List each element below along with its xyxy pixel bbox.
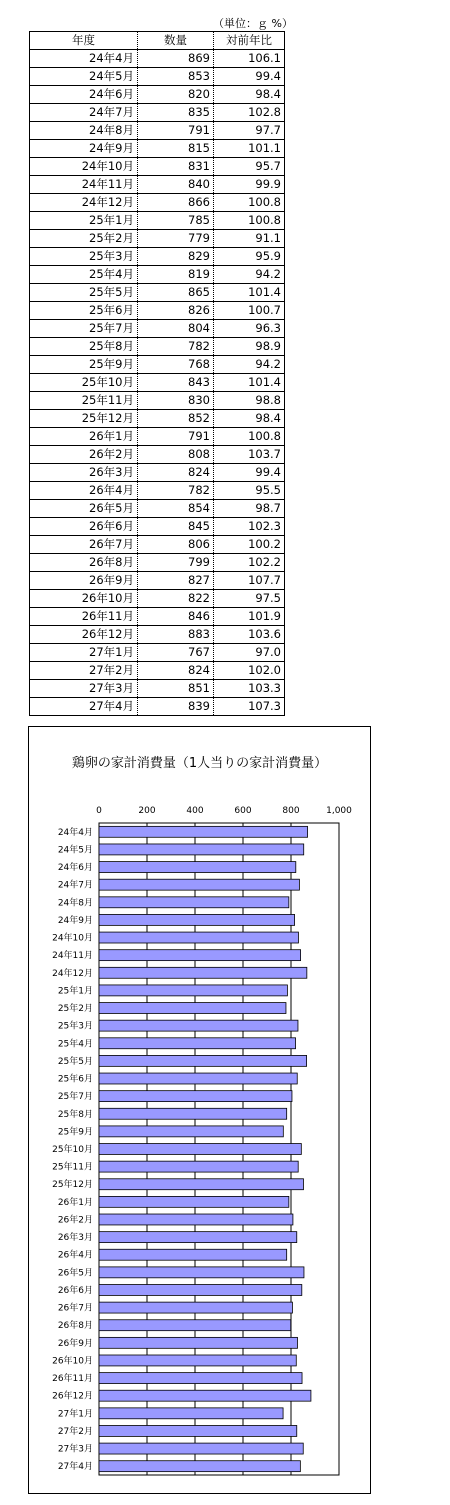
y-tick-label: 25年3月 bbox=[57, 1021, 93, 1032]
y-tick-label: 26年3月 bbox=[57, 1233, 93, 1244]
cell-yoy: 98.9 bbox=[214, 338, 285, 356]
y-tick-label: 27年3月 bbox=[57, 1444, 93, 1455]
cell-quantity: 840 bbox=[138, 176, 214, 194]
y-tick-label: 26年1月 bbox=[57, 1197, 93, 1208]
cell-yoy: 95.9 bbox=[214, 248, 285, 266]
cell-month: 24年10月 bbox=[30, 158, 138, 176]
table-row bbox=[30, 50, 285, 68]
cell-month: 26年5月 bbox=[30, 500, 138, 518]
cell-month: 25年12月 bbox=[30, 410, 138, 428]
cell-quantity: 804 bbox=[138, 320, 214, 338]
x-tick-label: 600 bbox=[234, 806, 252, 816]
bar bbox=[99, 1144, 301, 1155]
bar bbox=[99, 950, 301, 961]
table-row bbox=[30, 608, 285, 626]
cell-quantity: 791 bbox=[138, 428, 214, 446]
y-tick-label: 26年6月 bbox=[57, 1285, 93, 1296]
cell-quantity: 827 bbox=[138, 572, 214, 590]
bar bbox=[99, 826, 308, 837]
table-row bbox=[30, 176, 285, 194]
y-tick-label: 25年5月 bbox=[57, 1056, 93, 1067]
y-tick-label: 27年4月 bbox=[57, 1462, 93, 1473]
cell-yoy: 106.1 bbox=[214, 50, 285, 68]
x-tick-label: 800 bbox=[282, 806, 300, 816]
cell-month: 26年7月 bbox=[30, 536, 138, 554]
table-row bbox=[30, 644, 285, 662]
cell-month: 26年11月 bbox=[30, 608, 138, 626]
cell-month: 26年1月 bbox=[30, 428, 138, 446]
table-row bbox=[30, 482, 285, 500]
cell-quantity: 779 bbox=[138, 230, 214, 248]
bar bbox=[99, 967, 307, 978]
cell-month: 25年9月 bbox=[30, 356, 138, 374]
bar-chart bbox=[29, 727, 370, 1493]
cell-month: 27年4月 bbox=[30, 698, 138, 716]
table-row bbox=[30, 554, 285, 572]
bar bbox=[99, 1003, 286, 1014]
cell-yoy: 96.3 bbox=[214, 320, 285, 338]
cell-quantity: 782 bbox=[138, 338, 214, 356]
cell-yoy: 100.8 bbox=[214, 194, 285, 212]
table-row bbox=[30, 536, 285, 554]
cell-yoy: 102.2 bbox=[214, 554, 285, 572]
cell-quantity: 768 bbox=[138, 356, 214, 374]
cell-quantity: 865 bbox=[138, 284, 214, 302]
table-row bbox=[30, 320, 285, 338]
cell-yoy: 101.9 bbox=[214, 608, 285, 626]
table-row bbox=[30, 338, 285, 356]
bar bbox=[99, 1461, 300, 1472]
table-row bbox=[30, 464, 285, 482]
cell-yoy: 102.3 bbox=[214, 518, 285, 536]
cell-yoy: 97.7 bbox=[214, 122, 285, 140]
cell-month: 25年2月 bbox=[30, 230, 138, 248]
cell-quantity: 843 bbox=[138, 374, 214, 392]
y-tick-label: 26年8月 bbox=[57, 1321, 93, 1332]
cell-month: 26年3月 bbox=[30, 464, 138, 482]
cell-yoy: 99.4 bbox=[214, 464, 285, 482]
cell-yoy: 98.8 bbox=[214, 392, 285, 410]
cell-month: 24年11月 bbox=[30, 176, 138, 194]
cell-quantity: 835 bbox=[138, 104, 214, 122]
table-row bbox=[30, 410, 285, 428]
bar bbox=[99, 1302, 292, 1313]
bar bbox=[99, 1320, 291, 1331]
table-row bbox=[30, 248, 285, 266]
cell-quantity: 767 bbox=[138, 644, 214, 662]
cell-quantity: 830 bbox=[138, 392, 214, 410]
cell-month: 26年8月 bbox=[30, 554, 138, 572]
bar bbox=[99, 1055, 307, 1066]
header-quantity: 数量 bbox=[138, 32, 214, 50]
cell-quantity: 826 bbox=[138, 302, 214, 320]
cell-yoy: 99.9 bbox=[214, 176, 285, 194]
table-row bbox=[30, 392, 285, 410]
cell-quantity: 815 bbox=[138, 140, 214, 158]
table-row bbox=[30, 428, 285, 446]
table-row bbox=[30, 194, 285, 212]
cell-quantity: 869 bbox=[138, 50, 214, 68]
cell-quantity: 824 bbox=[138, 464, 214, 482]
cell-yoy: 99.4 bbox=[214, 68, 285, 86]
bar bbox=[99, 1425, 297, 1436]
bar bbox=[99, 1408, 283, 1419]
table-row bbox=[30, 518, 285, 536]
cell-quantity: 822 bbox=[138, 590, 214, 608]
bar bbox=[99, 985, 287, 996]
y-tick-label: 24年6月 bbox=[57, 863, 93, 874]
y-tick-label: 26年5月 bbox=[57, 1268, 93, 1279]
table-row bbox=[30, 446, 285, 464]
table-row bbox=[30, 680, 285, 698]
y-tick-label: 25年8月 bbox=[57, 1109, 93, 1120]
y-tick-label: 24年5月 bbox=[57, 845, 93, 856]
cell-month: 24年8月 bbox=[30, 122, 138, 140]
cell-quantity: 829 bbox=[138, 248, 214, 266]
cell-yoy: 101.4 bbox=[214, 374, 285, 392]
cell-month: 26年4月 bbox=[30, 482, 138, 500]
cell-month: 25年11月 bbox=[30, 392, 138, 410]
bar bbox=[99, 1214, 293, 1225]
table-row bbox=[30, 230, 285, 248]
cell-month: 25年5月 bbox=[30, 284, 138, 302]
table-row bbox=[30, 284, 285, 302]
y-tick-label: 24年11月 bbox=[52, 951, 93, 962]
cell-yoy: 94.2 bbox=[214, 266, 285, 284]
table-row bbox=[30, 122, 285, 140]
bar bbox=[99, 1249, 287, 1260]
cell-quantity: 854 bbox=[138, 500, 214, 518]
cell-quantity: 839 bbox=[138, 698, 214, 716]
cell-month: 27年2月 bbox=[30, 662, 138, 680]
cell-yoy: 98.4 bbox=[214, 410, 285, 428]
bar bbox=[99, 1443, 303, 1454]
bar bbox=[99, 1038, 296, 1049]
cell-yoy: 103.6 bbox=[214, 626, 285, 644]
bar bbox=[99, 1267, 304, 1278]
bar bbox=[99, 1285, 302, 1296]
cell-yoy: 98.4 bbox=[214, 86, 285, 104]
y-tick-label: 25年6月 bbox=[57, 1074, 93, 1085]
cell-quantity: 853 bbox=[138, 68, 214, 86]
bar bbox=[99, 1179, 303, 1190]
cell-quantity: 799 bbox=[138, 554, 214, 572]
cell-month: 26年12月 bbox=[30, 626, 138, 644]
bar bbox=[99, 1020, 298, 1031]
table-row bbox=[30, 500, 285, 518]
x-tick-label: 0 bbox=[96, 806, 102, 816]
table-row bbox=[30, 698, 285, 716]
cell-month: 24年6月 bbox=[30, 86, 138, 104]
y-tick-label: 24年8月 bbox=[57, 898, 93, 909]
cell-month: 24年7月 bbox=[30, 104, 138, 122]
bar bbox=[99, 1390, 311, 1401]
cell-yoy: 94.2 bbox=[214, 356, 285, 374]
y-tick-label: 25年10月 bbox=[52, 1145, 93, 1155]
cell-yoy: 100.2 bbox=[214, 536, 285, 554]
table-row bbox=[30, 86, 285, 104]
cell-quantity: 831 bbox=[138, 158, 214, 176]
table-row bbox=[30, 140, 285, 158]
cell-yoy: 107.7 bbox=[214, 572, 285, 590]
chart-area bbox=[28, 726, 371, 1494]
cell-yoy: 97.5 bbox=[214, 590, 285, 608]
y-tick-label: 26年7月 bbox=[57, 1303, 93, 1314]
table-row bbox=[30, 266, 285, 284]
table-row bbox=[30, 104, 285, 122]
cell-month: 25年4月 bbox=[30, 266, 138, 284]
table-body bbox=[30, 50, 285, 716]
cell-yoy: 91.1 bbox=[214, 230, 285, 248]
table-row bbox=[30, 212, 285, 230]
cell-month: 24年5月 bbox=[30, 68, 138, 86]
data-table bbox=[29, 31, 285, 716]
cell-yoy: 100.8 bbox=[214, 428, 285, 446]
y-tick-label: 24年4月 bbox=[57, 827, 93, 838]
y-tick-label: 24年7月 bbox=[57, 880, 93, 891]
cell-quantity: 866 bbox=[138, 194, 214, 212]
header-year: 年度 bbox=[30, 32, 138, 50]
y-tick-label: 25年11月 bbox=[52, 1162, 93, 1173]
cell-month: 25年3月 bbox=[30, 248, 138, 266]
cell-yoy: 100.7 bbox=[214, 302, 285, 320]
y-tick-label: 26年2月 bbox=[57, 1215, 93, 1226]
cell-month: 27年1月 bbox=[30, 644, 138, 662]
bar bbox=[99, 932, 298, 943]
cell-yoy: 101.1 bbox=[214, 140, 285, 158]
cell-yoy: 103.3 bbox=[214, 680, 285, 698]
bar bbox=[99, 879, 299, 890]
y-tick-label: 25年1月 bbox=[57, 986, 93, 997]
bar bbox=[99, 844, 304, 855]
cell-month: 26年9月 bbox=[30, 572, 138, 590]
table-row bbox=[30, 572, 285, 590]
y-tick-label: 25年2月 bbox=[57, 1004, 93, 1015]
bar bbox=[99, 1073, 297, 1084]
cell-quantity: 806 bbox=[138, 536, 214, 554]
cell-quantity: 852 bbox=[138, 410, 214, 428]
cell-yoy: 103.7 bbox=[214, 446, 285, 464]
unit-label: （単位：ｇ %） bbox=[213, 17, 293, 30]
y-tick-label: 27年2月 bbox=[57, 1426, 93, 1437]
bar bbox=[99, 1161, 298, 1172]
bar bbox=[99, 1091, 292, 1102]
bar bbox=[99, 1337, 297, 1348]
bar bbox=[99, 1126, 283, 1137]
table-row bbox=[30, 68, 285, 86]
bar bbox=[99, 1196, 289, 1207]
bar bbox=[99, 1108, 287, 1119]
cell-quantity: 808 bbox=[138, 446, 214, 464]
cell-quantity: 791 bbox=[138, 122, 214, 140]
cell-yoy: 95.5 bbox=[214, 482, 285, 500]
cell-month: 26年6月 bbox=[30, 518, 138, 536]
y-tick-label: 27年1月 bbox=[57, 1409, 93, 1420]
table-row bbox=[30, 374, 285, 392]
y-tick-label: 24年10月 bbox=[52, 933, 93, 944]
cell-month: 24年9月 bbox=[30, 140, 138, 158]
y-tick-label: 26年11月 bbox=[52, 1374, 93, 1385]
table-row bbox=[30, 662, 285, 680]
cell-month: 25年8月 bbox=[30, 338, 138, 356]
cell-yoy: 100.8 bbox=[214, 212, 285, 230]
cell-quantity: 819 bbox=[138, 266, 214, 284]
cell-month: 24年12月 bbox=[30, 194, 138, 212]
table-row bbox=[30, 356, 285, 374]
x-tick-label: 400 bbox=[186, 806, 204, 816]
cell-yoy: 107.3 bbox=[214, 698, 285, 716]
table-row bbox=[30, 158, 285, 176]
cell-quantity: 785 bbox=[138, 212, 214, 230]
cell-quantity: 824 bbox=[138, 662, 214, 680]
bar bbox=[99, 1355, 296, 1366]
cell-month: 26年2月 bbox=[30, 446, 138, 464]
cell-month: 25年1月 bbox=[30, 212, 138, 230]
y-tick-label: 25年7月 bbox=[57, 1092, 93, 1103]
cell-yoy: 102.8 bbox=[214, 104, 285, 122]
cell-month: 25年7月 bbox=[30, 320, 138, 338]
chart-title: 鶏卵の家計消費量（1人当りの家計消費量） bbox=[71, 756, 328, 771]
table-header-row bbox=[30, 32, 285, 50]
cell-yoy: 102.0 bbox=[214, 662, 285, 680]
cell-yoy: 98.7 bbox=[214, 500, 285, 518]
cell-yoy: 101.4 bbox=[214, 284, 285, 302]
cell-quantity: 846 bbox=[138, 608, 214, 626]
cell-month: 25年6月 bbox=[30, 302, 138, 320]
y-tick-label: 26年4月 bbox=[57, 1250, 93, 1261]
cell-yoy: 95.7 bbox=[214, 158, 285, 176]
y-tick-label: 25年9月 bbox=[57, 1127, 93, 1138]
x-tick-label: 1,000 bbox=[326, 806, 352, 816]
cell-quantity: 820 bbox=[138, 86, 214, 104]
y-tick-label: 26年12月 bbox=[52, 1391, 93, 1402]
x-tick-label: 200 bbox=[138, 806, 156, 816]
header-yoy: 対前年比 bbox=[214, 32, 285, 50]
table-row bbox=[30, 590, 285, 608]
cell-month: 24年4月 bbox=[30, 50, 138, 68]
bar bbox=[99, 897, 289, 908]
y-tick-label: 26年10月 bbox=[52, 1356, 93, 1367]
bar bbox=[99, 914, 295, 925]
y-tick-label: 24年12月 bbox=[52, 968, 93, 979]
y-tick-label: 24年9月 bbox=[57, 915, 93, 926]
cell-quantity: 883 bbox=[138, 626, 214, 644]
bar bbox=[99, 1232, 297, 1243]
y-tick-label: 25年4月 bbox=[57, 1039, 93, 1050]
cell-quantity: 845 bbox=[138, 518, 214, 536]
cell-quantity: 851 bbox=[138, 680, 214, 698]
bar bbox=[99, 1373, 302, 1384]
cell-month: 27年3月 bbox=[30, 680, 138, 698]
cell-yoy: 97.0 bbox=[214, 644, 285, 662]
y-tick-label: 26年9月 bbox=[57, 1338, 93, 1349]
bar bbox=[99, 862, 296, 873]
cell-month: 26年10月 bbox=[30, 590, 138, 608]
table-row bbox=[30, 302, 285, 320]
cell-month: 25年10月 bbox=[30, 374, 138, 392]
cell-quantity: 782 bbox=[138, 482, 214, 500]
table-row bbox=[30, 626, 285, 644]
y-tick-label: 25年12月 bbox=[52, 1180, 93, 1191]
